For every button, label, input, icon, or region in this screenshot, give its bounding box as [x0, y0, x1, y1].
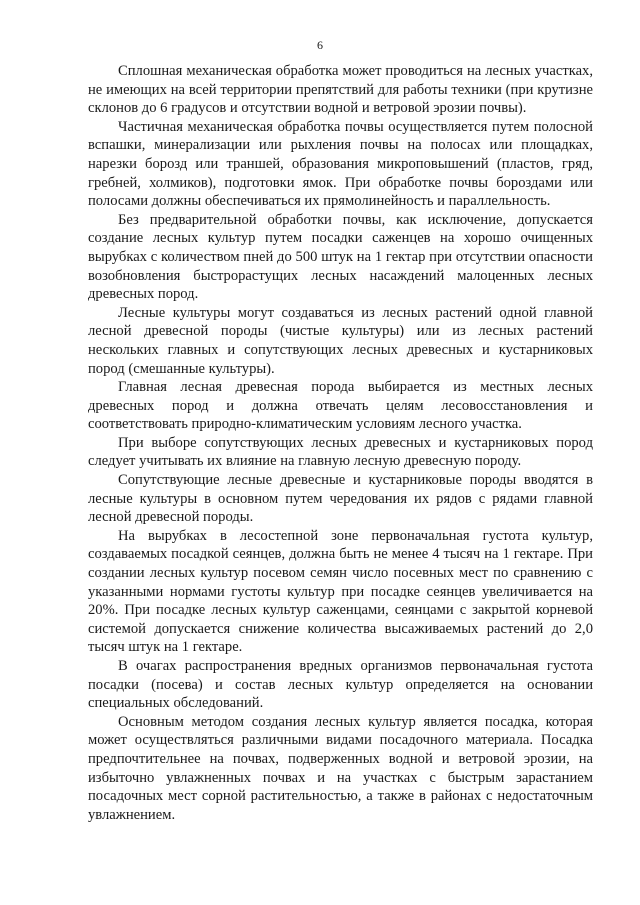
paragraph-partial-tillage: Частичная механическая обработка почвы осуществляется путем полосной вспашки, минерализации или рыхления почвы на полосах или площадках, нарезки борозд или траншей, образования микроповышений (пластов, гряд, гребней, холмиков), подготовки ямок. При обработке почвы бороздами или полосами должны обеспечиваться их прямолинейность и параллельность. [88, 118, 593, 210]
page-number: 6 [317, 38, 323, 52]
paragraph-pest-outbreaks: В очагах распространения вредных организмов первоначальная густота посадки (посева) и состав лесных культур определяется на основании специальных обследований. [88, 658, 593, 712]
body-text [88, 62, 593, 824]
paragraph-pure-mixed-cultures: Лесные культуры могут создаваться из лесных растений одной главной лесной древесной породы (чистые культуры) или из лесных растений нескольких главных и сопутствующих лесных древесных и кустарниковых пород (смешанные культуры). [88, 304, 593, 377]
paragraph-companion-rows: Сопутствующие лесные древесные и кустарниковые породы вводятся в лесные культуры в основном путем чередования их рядов с рядами главной лесной древесной породы. [88, 472, 593, 526]
paragraph-continuous-tillage: Сплошная механическая обработка может проводиться на лесных участках, не имеющих на всей территории препятствий для работы техники (при крутизне склонов до 6 градусов и отсутствии водной и ветровой эрозии почвы). [88, 63, 593, 117]
paragraph-main-species: Главная лесная древесная порода выбирается из местных лесных древесных пород и должна отвечать целям лесовосстановления и соответствовать природно-климатическим условиям лесного участка. [88, 379, 593, 433]
paragraph-companion-selection: При выборе сопутствующих лесных древесных и кустарниковых пород следует учитывать их влияние на главную лесную древесную породу. [88, 434, 593, 470]
paragraph-initial-density: На вырубках в лесостепной зоне первоначальная густота культур, создаваемых посадкой сеянцев, должна быть не менее 4 тысяч на 1 гектаре. При создании лесных культур посевом семян число посевных мест по сравнению с указанными нормами густоты культур при посадке сеянцев увеличивается на 20%. При посадке лесных культур саженцами, сеянцами с закрытой корневой системой допускается снижение количества высаживаемых растений до 2,0 тысяч штук на 1 гектаре. [88, 527, 593, 656]
paragraph-no-tillage: Без предварительной обработки почвы, как исключение, допускается создание лесных культур путем посадки саженцев на хорошо очищенных вырубках с количеством пней до 500 штук на 1 гектар при отсутствии опасности возобновления быстрорастущих лесных насаждений малоценных лесных древесных пород. [88, 211, 593, 303]
paragraph-planting-method: Основным методом создания лесных культур является посадка, которая может осуществляться различными видами посадочного материала. Посадка предпочтительнее на почвах, подверженных водной и ветровой эрозии, на избыточно увлажненных почвах и на участках с быстрым зарастанием посадочных мест сорной растительностью, а также в районах с недостаточным увлажнением. [88, 713, 593, 823]
